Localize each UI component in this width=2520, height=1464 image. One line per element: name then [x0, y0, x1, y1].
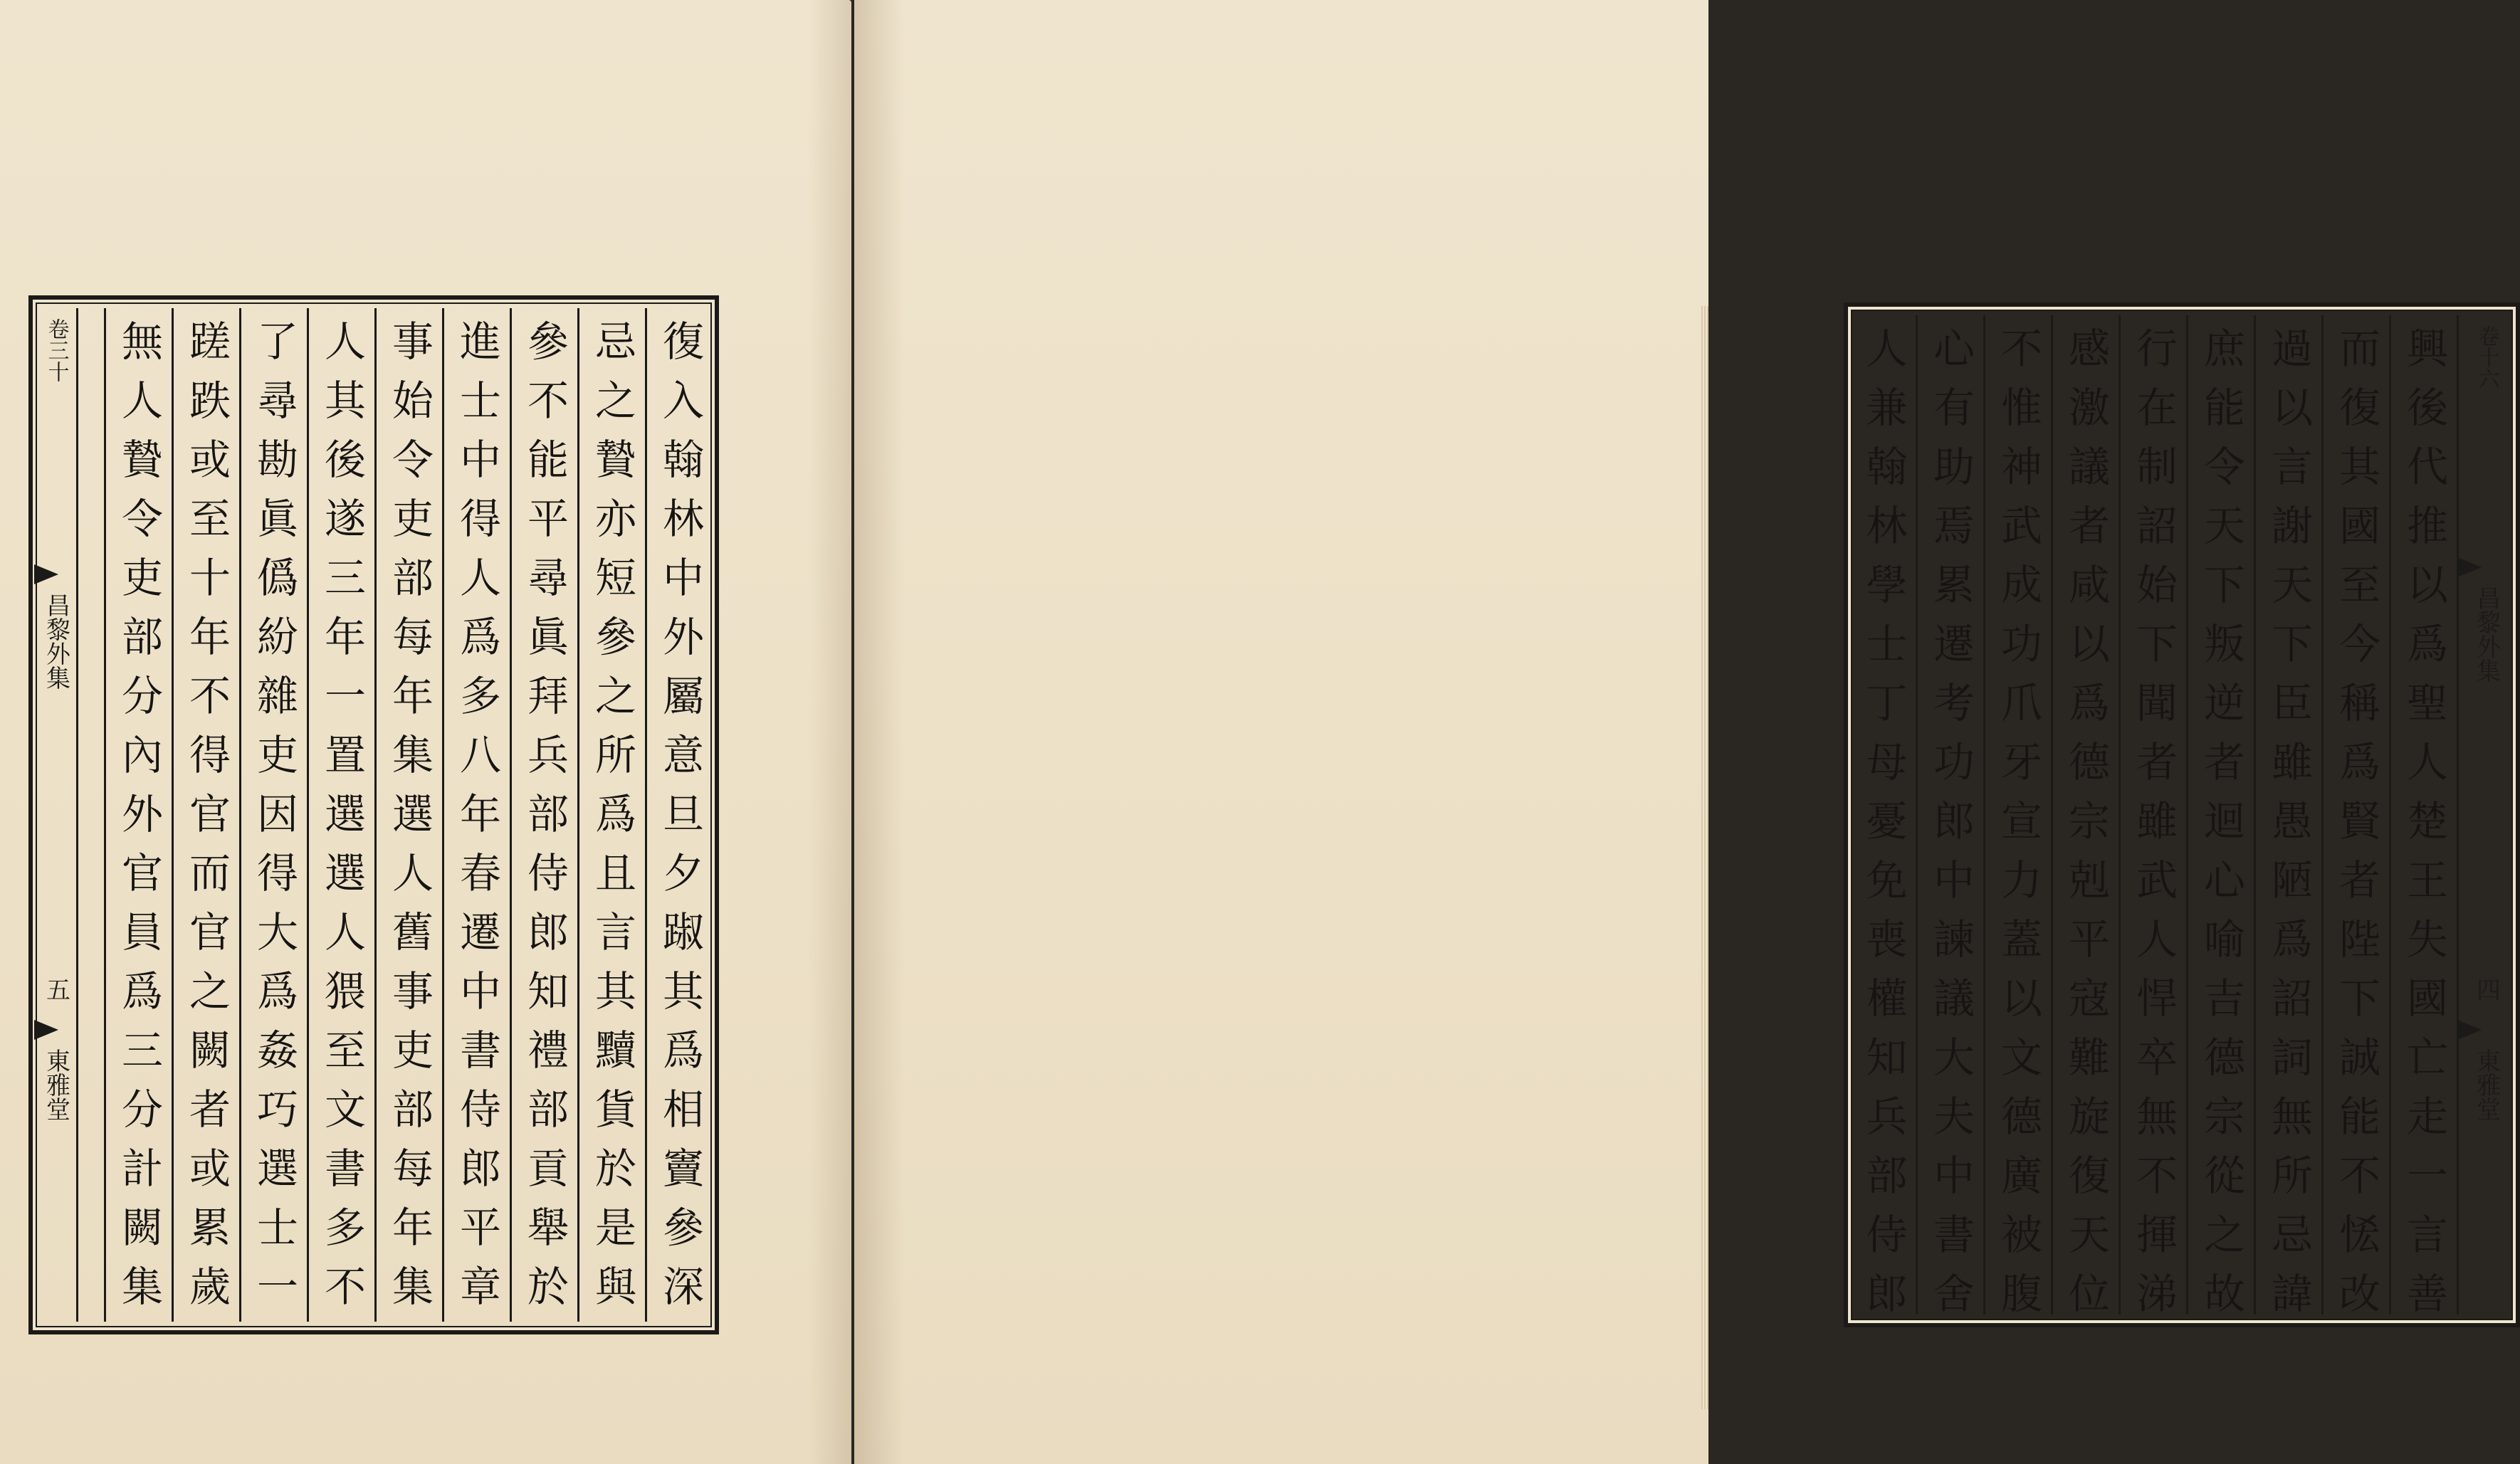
right-column-1	[2389, 315, 2457, 1331]
right-column-7-text: 不惟神武成功爪牙宣力蓋以文德廣被腹	[1994, 327, 2042, 1331]
left-banxin-volume: 卷三十	[43, 318, 69, 382]
right-banxin-folio: 四	[2472, 977, 2501, 1001]
left-fish-tail-bottom	[34, 1020, 58, 1040]
right-column-1-text: 興後代推以爲聖人楚王失國亡走一言善	[2400, 327, 2448, 1331]
left-column-8	[172, 308, 239, 1322]
left-column-7-text: 了尋勘眞僞紛雜吏因得大爲姦巧選士一	[250, 320, 298, 1324]
left-column-6	[307, 308, 374, 1322]
left-column-4	[442, 308, 510, 1322]
left-banxin-hall: 東雅堂	[41, 1048, 70, 1121]
left-fish-tail-top	[34, 564, 58, 584]
left-column-3	[510, 308, 577, 1322]
right-banxin	[2457, 315, 2514, 1315]
left-banxin-title: 昌黎外集	[41, 593, 70, 690]
left-page-frame	[28, 295, 719, 1334]
left-column-6-text: 人其後遂三年一置選選人猥至文書多不	[317, 320, 366, 1324]
right-column-3	[2254, 315, 2321, 1331]
right-column-8	[1916, 315, 1983, 1331]
right-banxin-title: 昌黎外集	[2472, 586, 2501, 683]
left-column-1	[645, 308, 713, 1322]
left-column-2-text: 忌之贄亦短參之所爲且言其黷貨於是與	[588, 320, 636, 1324]
right-column-2	[2321, 315, 2389, 1331]
right-column-5-text: 行在制詔始下聞者雖武人悍卒無不揮涕	[2129, 327, 2178, 1331]
left-column-8-text: 蹉跌或至十年不得官而官之闕者或累歲	[182, 320, 231, 1324]
left-banxin-folio: 五	[41, 977, 70, 1001]
right-banxin-hall: 東雅堂	[2472, 1048, 2501, 1121]
left-column-5	[374, 308, 442, 1322]
left-column-4-text: 進士中得人爲多八年春遷中書侍郎平章	[453, 320, 501, 1324]
right-column-9-text: 人兼翰林學士丁母憂免喪權知兵部侍郎	[1859, 327, 1908, 1331]
right-column-9	[1851, 315, 1916, 1331]
left-column-7	[239, 308, 307, 1322]
right-banxin-volume: 卷十六	[2474, 325, 2499, 389]
left-column-3-text: 參不能平尋眞拜兵部侍郎知禮部貢舉於	[520, 320, 569, 1324]
right-column-2-text: 而復其國至今稱爲賢者陛下誠能不恡改	[2332, 327, 2380, 1331]
right-page	[854, 0, 2501, 1464]
right-column-6-text: 感激議者咸以爲德宗剋平寇難旋復天位	[2062, 327, 2110, 1331]
left-column-9-text: 無人贄令吏部分內外官員爲三分計闕集	[115, 320, 163, 1324]
right-fish-tail-top	[2457, 557, 2482, 577]
left-column-2	[577, 308, 645, 1322]
right-page-frame	[1844, 302, 2520, 1331]
right-column-5	[2119, 315, 2186, 1331]
right-column-4	[2186, 315, 2254, 1331]
right-fish-tail-bottom	[2457, 1020, 2482, 1040]
right-column-6	[2051, 315, 2119, 1331]
right-column-8-text: 心有助焉累遷考功郎中諫議大夫中書舍	[1926, 327, 1975, 1331]
right-column-4-text: 庶能令天下叛逆者迴心喻吉德宗從之故	[2197, 327, 2245, 1331]
right-column-7	[1983, 315, 2051, 1331]
left-page	[0, 0, 851, 1464]
left-column-9	[104, 308, 172, 1322]
left-column-5-text: 事始令吏部每年集選人舊事吏部每年集	[385, 320, 434, 1324]
left-column-1-text: 復入翰林中外屬意旦夕踧其爲相竇參深	[656, 320, 704, 1324]
left-banxin	[36, 308, 78, 1322]
right-column-3-text: 過以言謝天下臣雖愚陋爲詔詞無所忌諱	[2264, 327, 2313, 1331]
